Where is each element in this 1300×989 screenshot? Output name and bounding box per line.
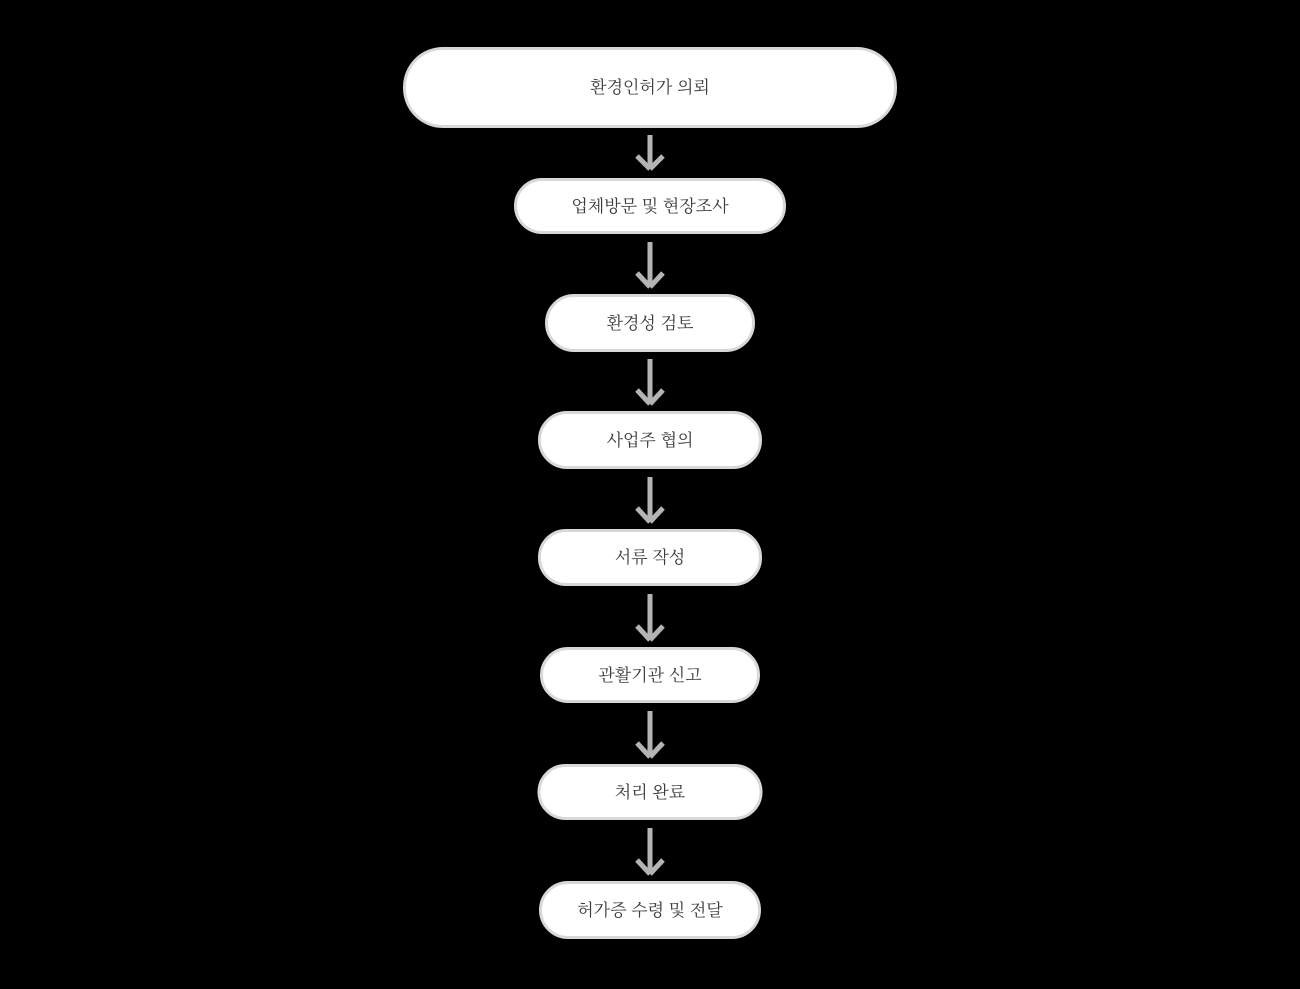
flow-step-environmental-review (545, 294, 755, 352)
flow-step-label: 사업주 협의 (606, 430, 694, 450)
down-arrow-icon (632, 709, 668, 760)
flow-step-label: 관활기관 신고 (598, 665, 702, 685)
down-arrow-icon (632, 357, 668, 407)
down-arrow-icon (632, 134, 668, 172)
flow-step-permit-delivery (539, 881, 761, 939)
flow-step-label: 서류 작성 (614, 548, 686, 567)
flow-step-agency-report (540, 647, 760, 703)
down-arrow-icon (632, 240, 668, 290)
flow-step-label: 환경인허가 의뢰 (590, 78, 710, 97)
down-arrow-icon (632, 592, 668, 643)
flow-step-owner-consultation (538, 411, 762, 469)
flow-step-site-visit (514, 178, 786, 234)
flow-step-permit-request (403, 47, 897, 128)
flow-step-label: 환경성 검토 (606, 313, 694, 333)
flow-step-label: 허가증 수령 및 전달 (577, 900, 723, 920)
down-arrow-icon (632, 826, 668, 877)
flow-step-document-preparation (538, 529, 762, 586)
flow-step-processing-complete (538, 764, 763, 820)
flow-step-label: 업체방문 및 현장조사 (571, 196, 729, 216)
flow-step-label: 처리 완료 (614, 782, 686, 802)
down-arrow-icon (632, 475, 668, 525)
